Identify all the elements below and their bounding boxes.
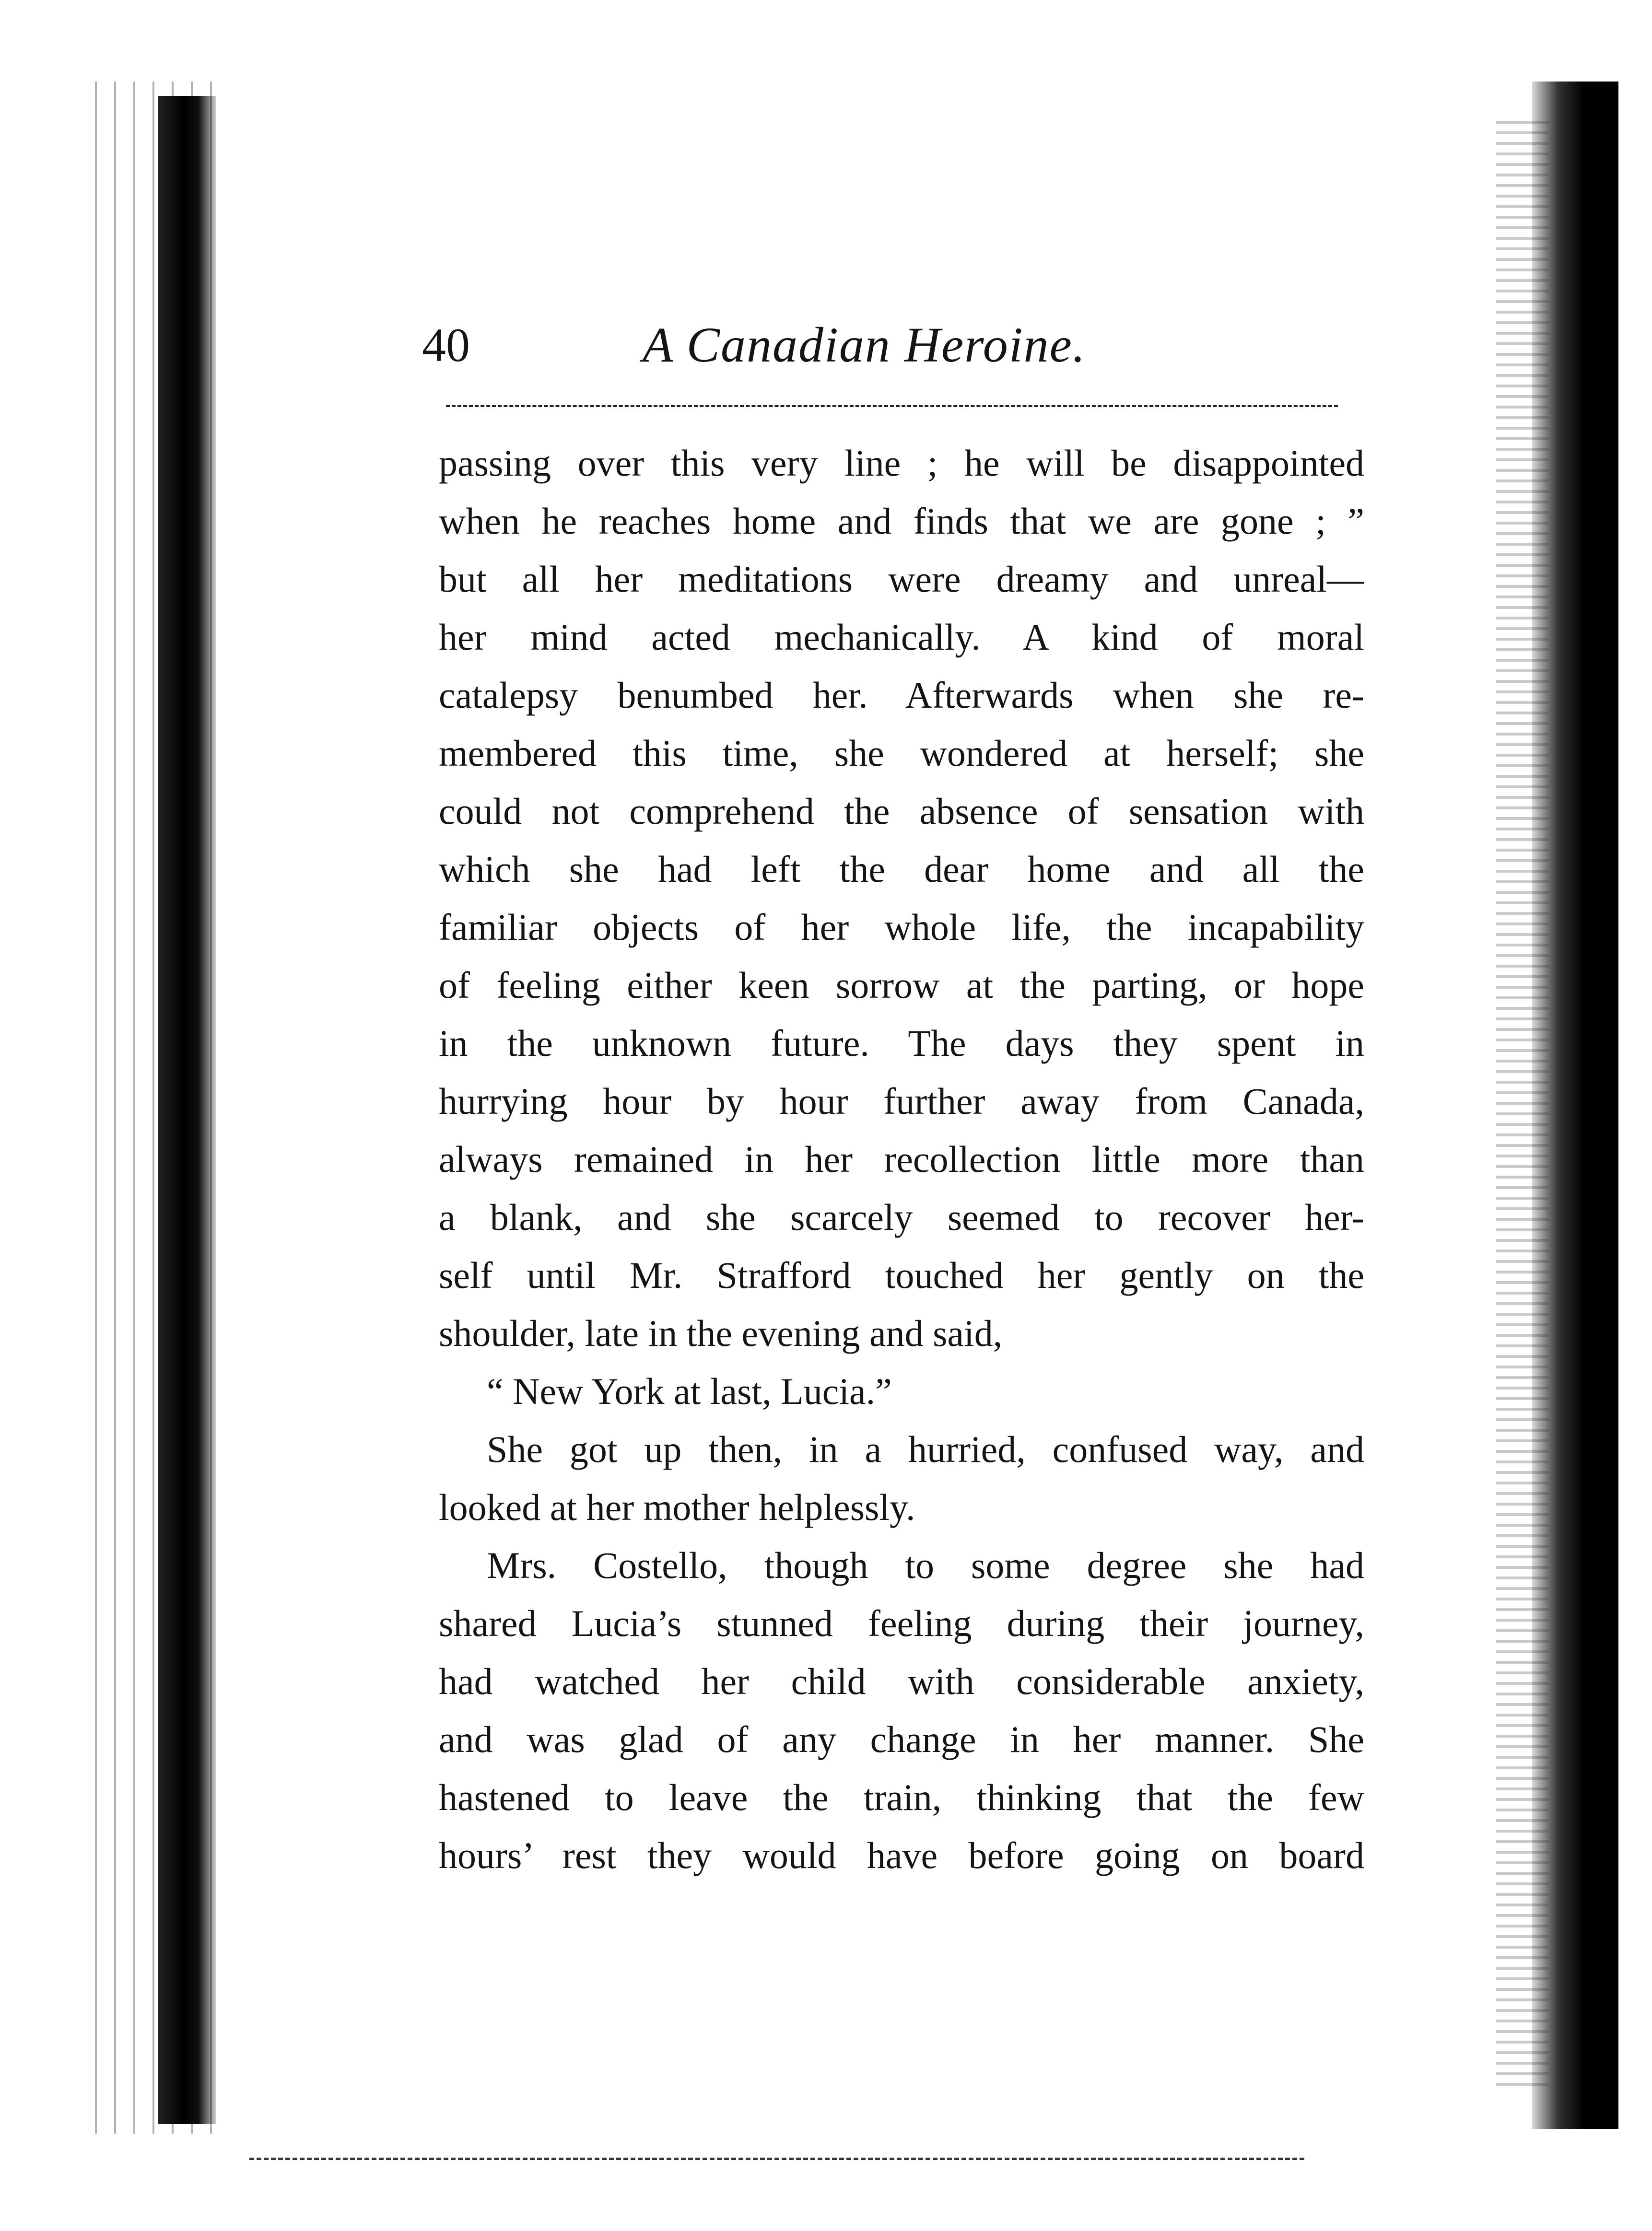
body-text [439,434,1364,1884]
text-line: could not comprehend the absence of sensation with [439,790,1364,832]
text-line: a blank, and she scarcely seemed to recover her- [439,1196,1364,1238]
text-line: always remained in her recollection little more than [439,1138,1364,1180]
text-line: her mind acted mechanically. A kind of moral [439,616,1364,658]
text-line: looked at her mother helplessly. [439,1486,915,1528]
text-line: self until Mr. Strafford touched her gently on the [439,1254,1364,1296]
text-line: familiar objects of her whole life, the incapability [439,906,1364,948]
page-edge-shadow [1532,82,1618,2129]
header-rule [446,405,1338,407]
dialogue-line: “ New York at last, Lucia.” [487,1370,892,1412]
text-line: when he reaches home and finds that we are gone ; ” [439,500,1364,542]
text-line: but all her meditations were dreamy and unreal— [439,558,1364,600]
running-title: A Canadian Heroine. [643,317,1086,373]
text-line: hours’ rest they would have before going on board [439,1834,1364,1876]
paragraph-first-line: Mrs. Costello, though to some degree she had [487,1544,1364,1586]
binding-gutter [158,96,216,2124]
text-line: which she had left the dear home and all the [439,848,1364,890]
text-line: hurrying hour by hour further away from Canada, [439,1080,1364,1122]
scan-bottom-edge [249,2158,1304,2160]
text-line: in the unknown future. The days they spent in [439,1022,1364,1064]
page-number: 40 [422,318,470,372]
text-line: and was glad of any change in her manner. She [439,1718,1364,1760]
text-line: shoulder, late in the evening and said, [439,1312,1003,1354]
text-line: shared Lucia’s stunned feeling during their journey, [439,1602,1364,1644]
text-line: of feeling either keen sorrow at the parting, or hope [439,964,1364,1006]
text-line: membered this time, she wondered at herself; she [439,732,1364,774]
text-line: had watched her child with considerable anxiety, [439,1660,1364,1702]
text-line: passing over this very line ; he will be disappointed [439,442,1364,484]
page-header [422,307,1362,384]
text-line: catalepsy benumbed her. Afterwards when she re- [439,674,1364,716]
paragraph-first-line: She got up then, in a hurried, confused way, and [487,1428,1364,1470]
text-line: hastened to leave the train, thinking that the few [439,1776,1364,1818]
